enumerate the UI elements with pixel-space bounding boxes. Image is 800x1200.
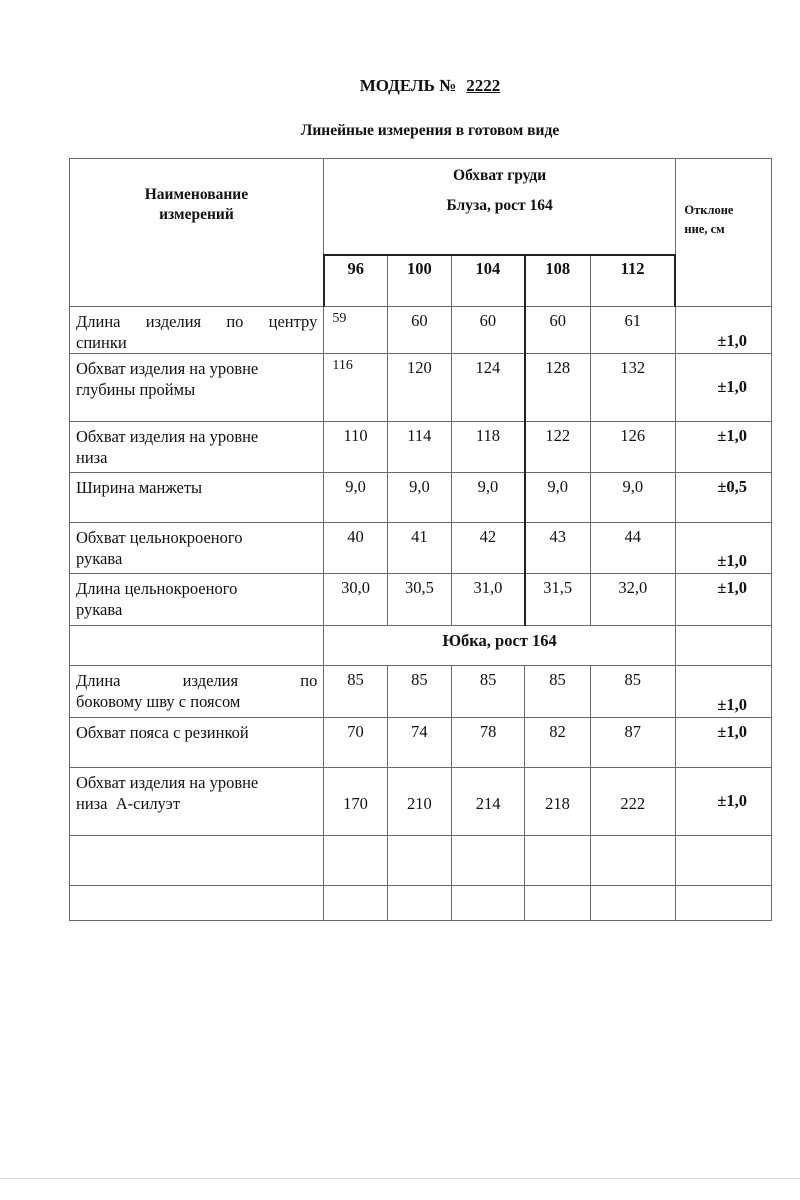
cell: 70 xyxy=(324,718,387,768)
group-header: Обхват груди xyxy=(453,167,547,184)
cell: 30,0 xyxy=(324,574,387,626)
cell: 170 xyxy=(324,768,387,836)
size-108: 108 xyxy=(525,255,591,307)
cell: 60 xyxy=(387,307,451,354)
cell: 128 xyxy=(525,354,591,422)
table-row xyxy=(70,473,772,523)
cell: 9,0 xyxy=(387,473,451,523)
cell: 42 xyxy=(452,523,525,574)
table-row xyxy=(70,523,772,574)
empty-cell xyxy=(452,886,525,921)
cell: 214 xyxy=(452,768,525,836)
skirt-section-row xyxy=(70,626,772,666)
cell: 43 xyxy=(525,523,591,574)
cell: 85 xyxy=(324,666,387,718)
cell: 9,0 xyxy=(590,473,675,523)
cell: 40 xyxy=(324,523,387,574)
row-name: Обхват цельнокроеного рукава xyxy=(70,523,324,574)
cell: 59 xyxy=(324,307,387,354)
deviation-cell: ±1,0 xyxy=(675,307,771,354)
cell: 116 xyxy=(324,354,387,422)
cell: 222 xyxy=(590,768,675,836)
cell: 41 xyxy=(387,523,451,574)
cell: 9,0 xyxy=(324,473,387,523)
empty-cell xyxy=(387,836,451,886)
row-name: Обхват изделия на уровне низа xyxy=(70,422,324,473)
empty-cell xyxy=(324,886,387,921)
cell: 120 xyxy=(387,354,451,422)
size-104: 104 xyxy=(452,255,525,307)
page-bottom-edge xyxy=(0,1178,800,1179)
empty-cell xyxy=(324,836,387,886)
empty-cell xyxy=(70,836,324,886)
measurements-table xyxy=(69,158,772,921)
cell: 44 xyxy=(590,523,675,574)
cell: 118 xyxy=(452,422,525,473)
row-name: Обхват изделия на уровне низа А-силуэт xyxy=(70,768,324,836)
empty-cell xyxy=(675,836,771,886)
cell: 31,0 xyxy=(452,574,525,626)
row-name: Ширина манжеты xyxy=(70,473,324,523)
size-112: 112 xyxy=(590,255,675,307)
table-row xyxy=(70,422,772,473)
cell: 60 xyxy=(452,307,525,354)
deviation-cell: ±1,0 xyxy=(675,718,771,768)
empty-cell xyxy=(675,626,771,666)
cell: 124 xyxy=(452,354,525,422)
deviation-cell: ±1,0 xyxy=(675,666,771,718)
deviation-cell: ±1,0 xyxy=(675,523,771,574)
col-name-header: Наименование измерений xyxy=(70,159,324,307)
cell: 114 xyxy=(387,422,451,473)
cell: 132 xyxy=(590,354,675,422)
row-name: Обхват пояса с резинкой xyxy=(70,718,324,768)
cell: 122 xyxy=(525,422,591,473)
cell: 31,5 xyxy=(525,574,591,626)
cell: 74 xyxy=(387,718,451,768)
cell: 87 xyxy=(590,718,675,768)
empty-cell xyxy=(70,886,324,921)
table-row xyxy=(70,666,772,718)
deviation-cell: ±1,0 xyxy=(675,768,771,836)
empty-cell xyxy=(525,886,591,921)
blouse-header: Блуза, рост 164 xyxy=(446,197,553,214)
group-header-cell xyxy=(324,159,676,255)
cell: 78 xyxy=(452,718,525,768)
document-subtitle: Линейные измерения в готовом виде xyxy=(300,122,560,139)
empty-cell xyxy=(70,626,324,666)
empty-cell xyxy=(387,886,451,921)
header-row-top xyxy=(70,159,772,255)
cell: 82 xyxy=(525,718,591,768)
cell: 85 xyxy=(590,666,675,718)
table-row xyxy=(70,574,772,626)
row-name: Длина изделия по центру спинки xyxy=(70,307,324,354)
cell: 9,0 xyxy=(452,473,525,523)
model-number: 2222 xyxy=(466,76,501,95)
empty-cell xyxy=(590,886,675,921)
deviation-cell: ±0,5 xyxy=(675,473,771,523)
table-row xyxy=(70,307,772,354)
row-name: Обхват изделия на уровне глубины проймы xyxy=(70,354,324,422)
empty-row xyxy=(70,886,772,921)
row-name: Длина цельнокроеного рукава xyxy=(70,574,324,626)
document-title xyxy=(0,76,800,96)
model-label: МОДЕЛЬ № xyxy=(359,76,457,95)
empty-cell xyxy=(675,886,771,921)
deviation-cell: ±1,0 xyxy=(675,422,771,473)
cell: 126 xyxy=(590,422,675,473)
cell: 61 xyxy=(590,307,675,354)
deviation-header: Отклоне ние, см xyxy=(675,159,771,307)
cell: 30,5 xyxy=(387,574,451,626)
cell: 218 xyxy=(525,768,591,836)
empty-cell xyxy=(590,836,675,886)
deviation-cell: ±1,0 xyxy=(675,574,771,626)
cell: 60 xyxy=(525,307,591,354)
size-100: 100 xyxy=(387,255,451,307)
cell: 85 xyxy=(452,666,525,718)
row-name: Длина изделия по боковому шву с поясом xyxy=(70,666,324,718)
empty-cell xyxy=(525,836,591,886)
size-96: 96 xyxy=(324,255,387,307)
cell: 32,0 xyxy=(590,574,675,626)
cell: 85 xyxy=(525,666,591,718)
cell: 110 xyxy=(324,422,387,473)
cell: 210 xyxy=(387,768,451,836)
cell: 9,0 xyxy=(525,473,591,523)
empty-cell xyxy=(452,836,525,886)
deviation-cell: ±1,0 xyxy=(675,354,771,422)
table-row xyxy=(70,718,772,768)
skirt-header: Юбка, рост 164 xyxy=(324,626,676,666)
empty-row xyxy=(70,836,772,886)
table-row xyxy=(70,768,772,836)
table-row xyxy=(70,354,772,422)
cell: 85 xyxy=(387,666,451,718)
